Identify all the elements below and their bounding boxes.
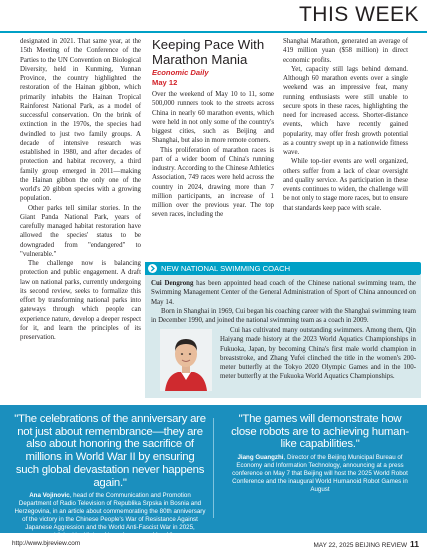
quote-right [225,413,415,494]
quote-text: "The celebrations of the anniversary are not just about remembrance—they are also about honoring the sacrifice of millions in World War II by ensuring such global devastation never happens again." [14,413,206,489]
body-paragraph [151,279,416,307]
article-source: Economic Daily [152,68,209,77]
footer-issue [313,539,419,549]
marathon-article [152,37,274,220]
body-paragraph: Yet, capacity still lags behind demand. Although 60 marathon events over a single weekend was an impressive feat, many running enthusiasts were still unable to secure spots in these races, highlighting the need for increased access. Shorter-distance events, which have recently gained popularity, may offer fresh growth potential as a country swept up in a nationwide fitness wave. [283,65,408,156]
body-paragraph: designated in 2021. That same year, at the 15th Meeting of the Conference of the Parties to the UN Convention on Biological Diversity, held in Kunming, Yunnan Province, the country highlighted the restoration of the Hainan gibbon, which primarily inhabits the Hainan Tropical Rainforest National Park, as a model of successful conservation. On the brink of extinction in the 1970s, the species had dwindled to just two family groups. A decade of intensive research was established in 1980, and after decades of protection and habitat recovery, a third family group emerged in 2011—making the Hainan gibbon the only one of the world's 20 gibbon species with a growing population. [20,38,141,203]
coach-name: Cui Dengrong [151,280,194,287]
quote-text: "The games will demonstrate how close robots are to achieving human-like capabilities." [231,413,409,451]
header-rule [0,31,427,33]
arrow-right-icon [148,264,157,273]
footer-url[interactable]: http://www.bjreview.com [12,540,81,547]
quote-divider [213,418,214,518]
quote-attribution [14,492,206,540]
section-title: THIS WEEK [298,3,419,26]
body-paragraph: Cui has cultivated many outstanding swimmers. Among them, Qin Haiyang made history at the 2023 World Aquatics Championships in Fukuoka, Japan, by becoming China's first male world champion in breaststroke, and Zhang Yufei clinched the title in the women's 200-meter butterfly at the Tokyo 2020 Olympic Games and in the 100-meter butterfly at the Fukuoka World Aquatics Championships. [220,327,416,381]
marathon-article-continued [283,37,408,213]
body-paragraph: Born in Shanghai in 1969, Cui began his coaching career with the Shanghai swimming team in December 1990, and joined the national swimming team as a coach in 2009. [151,307,416,324]
coach-text-top [151,279,416,325]
body-paragraph: The challenge now is balancing protection and public engagement. A draft law on national parks, currently undergoing its second review, seeks to formalize this effort by transforming national parks into gateways through which people can experience nature, develop a deeper respect for it, and learn the principles of its preservation. [20,260,141,341]
coach-banner-label: NEW NATIONAL SWIMMING COACH [161,264,291,273]
national-parks-column [20,37,141,342]
coach-photo [160,329,212,391]
body-paragraph: Other parks tell similar stories. In the Giant Panda National Park, years of carefully managed habitat restoration have allowed the species' status to be downgraded from "endangered" to "vulnerable." [20,204,141,258]
quote-author: Jiang Guangzhi [237,454,284,462]
article-date: May 12 [152,78,178,87]
body-paragraph: Over the weekend of May 10 to 11, some 500,000 runners took to the streets across China in nearly 60 marathon events, which were held in not only some of the country's biggest cities, such as Beijing and Shanghai, but also in more remote corners. [152,91,274,145]
quote-author: Ana Vojinovic [29,492,70,500]
coach-lead: has been appointed head coach of the Chinese national swimming team, the Swimming Management Center of the General Administration of Sport of China announced on May 14. [151,280,416,306]
page-number: 11 [410,539,419,549]
coach-text-side [220,326,416,382]
quote-author-detail: , head of the Communication and Promotion Department of Radio Television of Republika Srpska in Bosnia and Herzegovina, in an article about commemorating the 80th anniversary of the victory in the Chinese People's War of Resistance Against Japanese Aggression and the World Anti-Fascist War in 2025, published by Xinhua News Agency on May 13 [14,492,206,540]
body-paragraph: This proliferation of marathon races is part of a wider boom of China's running industry. According to the Chinese Athletics Association, 749 races were held across the country in 2024, drawing more than 7 million participants, an increase of 1 million over the previous year. The top seven races, including the [152,146,274,219]
quote-left [14,413,206,540]
footer-issue-label: MAY 22, 2025 BEIJING REVIEW [313,542,407,549]
article-headline: Keeping Pace With Marathon Mania [152,37,265,67]
body-paragraph: Shanghai Marathon, generated an average of 419 million yuan ($58 million) in direct economic profits. [283,38,408,64]
quote-attribution [225,454,415,494]
body-paragraph: While top-tier events are well organized, others suffer from a lack of clear oversight and quality service. As participation in these events continues to widen, the challenge will be not only to stage more races, but to ensure that standards keep pace with scale. [283,158,408,212]
quote-author-detail: , Director of the Beijing Municipal Bureau of Economy and Information Technology, announcing at a press conference on May 7 that Beijing will host the 2025 World Robot Conference and the inaugural World Humanoid Robot Games in August [232,454,408,494]
coach-banner [145,262,421,275]
